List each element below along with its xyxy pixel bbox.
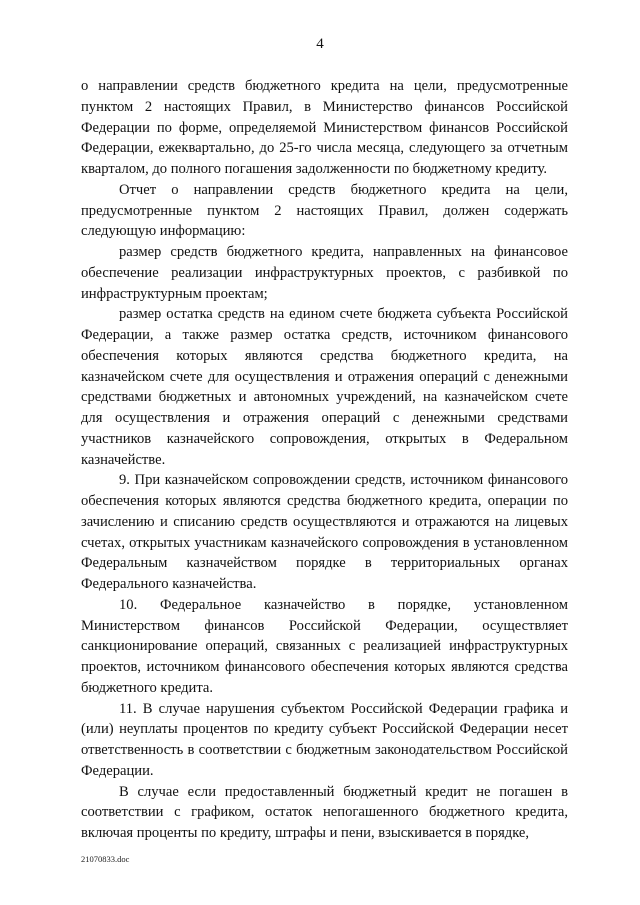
paragraph-continuation: о направлении средств бюджетного кредита на цели, предусмотренные пунктом 2 настоящих Правил, в Министерство финансов Российской Федерации по форме, определяемой Министерством финансов Российской Федерации, ежеквартально, до 25-го числа месяца, следующего за отчетным кварталом, до полного погашения задолженности по бюджетному кредиту.	[81, 78, 568, 177]
paragraph-clause-11: 11. В случае нарушения субъектом Российской Федерации графика и (или) неуплаты процентов по кредиту субъект Российской Федерации несет ответственность в соответствии с бюджетным законодательством Российской Федерации.	[81, 700, 568, 779]
paragraph-report-intro: Отчет о направлении средств бюджетного кредита на цели, предусмотренные пунктом 2 настоящих Правил, должен содержать следующую информацию:	[81, 181, 568, 240]
paragraph-repayment: В случае если предоставленный бюджетный кредит не погашен в соответствии с графиком, остаток непогашенного бюджетного кредита, включая проценты по кредиту, штрафы и пени, взыскивается в порядке,	[81, 783, 568, 841]
paragraph-report-item-1: размер средств бюджетного кредита, направленных на финансовое обеспечение реализации инфраструктурных проектов, с разбивкой по инфраструктурным проектам;	[81, 244, 568, 302]
paragraph-clause-10: 10. Федеральное казначейство в порядке, установленном Министерством финансов Российской Федерации, осуществляет санкционирование операций, связанных с реализацией инфраструктурных проектов, источником финансового обеспечения которых являются средства бюджетного кредита.	[81, 596, 568, 696]
paragraph-clause-9: 9. При казначейском сопровождении средств, источником финансового обеспечения которых являются средства бюджетного кредита, операции по зачислению и списанию средств осуществляются и отражаются на лицевых счетах, открытых участникам казначейского сопровождения в установленном Федеральным казначейством порядке в территориальных органах Федерального казначейства.	[81, 472, 568, 592]
paragraph-report-item-2: размер остатка средств на едином счете бюджета субъекта Российской Федерации, а также размер остатка средств, источником финансового обеспечения которых являются средства бюджетного кредита, на казначейском счете для осуществления и отражения операций с денежными средствами бюджетных и автономных учреждений, на казначейском счете для осуществления и отражения операций с денежными средствами участников казначейского сопровождения, открытых в Федеральном казначействе.	[81, 306, 568, 468]
document-body	[81, 76, 568, 844]
document-filename: 21070833.doc	[81, 854, 130, 864]
page-number: 4	[316, 36, 324, 52]
